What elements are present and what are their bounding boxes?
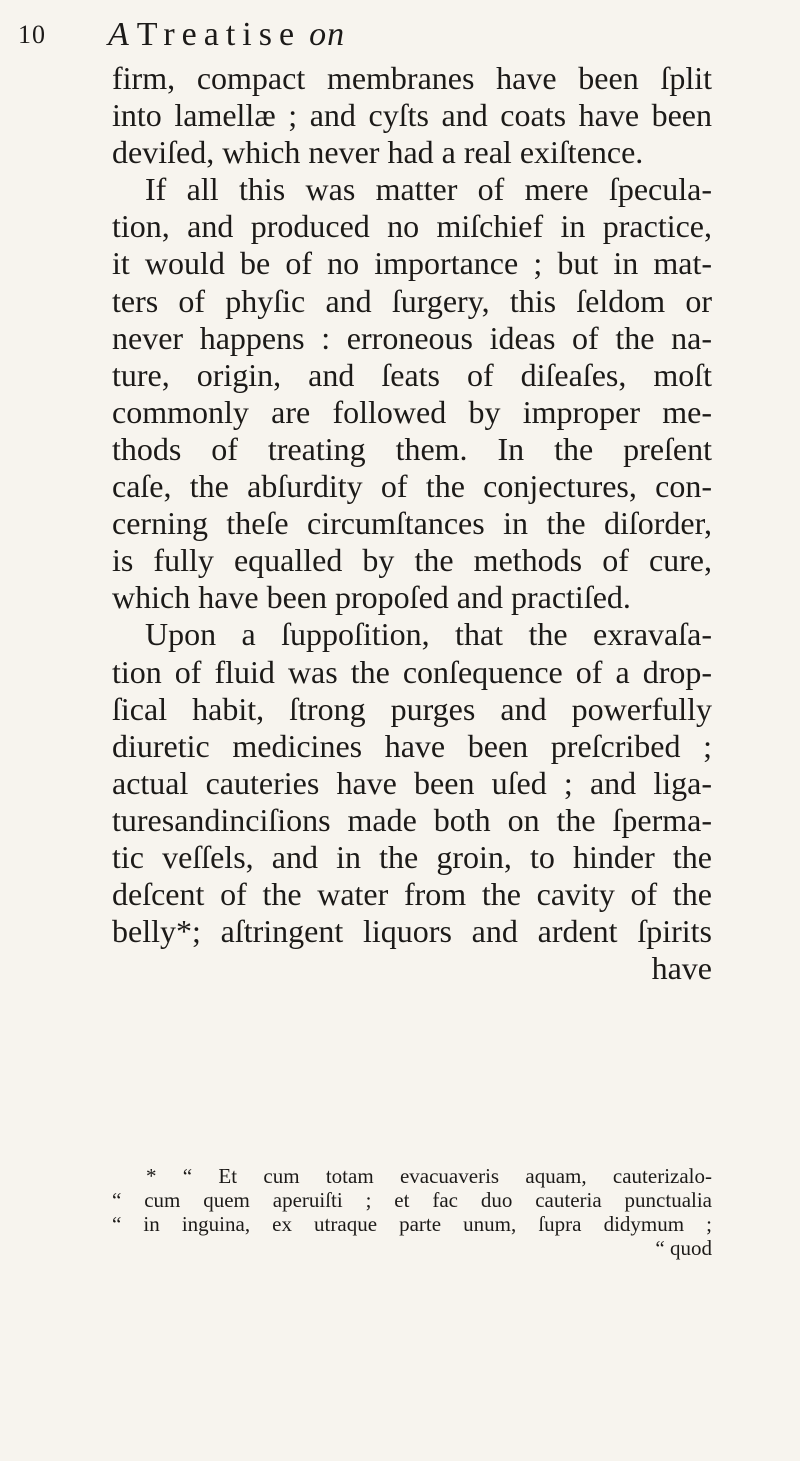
text-line: into lamellæ ; and cyſts and coats have been xyxy=(112,97,712,134)
text-line: cerning theſe circumſtances in the diſorder, xyxy=(112,505,712,542)
running-title-article: A xyxy=(108,16,131,53)
running-head xyxy=(18,16,638,60)
text-line: is fully equalled by the methods of cure, xyxy=(112,542,712,579)
text-line: never happens : erroneous ideas of the na- xyxy=(112,319,712,356)
text-line: firm, compact membranes have been ſplit xyxy=(112,60,712,96)
text-line: tic veſſels, and in the groin, to hinder the xyxy=(112,838,712,875)
text-line: commonly are followed by improper me- xyxy=(112,393,712,430)
text-line: which have been propoſed and practiſed. xyxy=(112,579,631,616)
text-line: ture, origin, and ſeats of diſeaſes, moſt xyxy=(112,356,712,393)
text-line: belly*; aſtringent liquors and ardent ſpirits xyxy=(112,913,712,950)
footnote xyxy=(112,1164,712,1260)
text-line: deſcent of the water from the cavity of the xyxy=(112,876,712,913)
footnote-line: “ in inguina, ex utraque parte unum, ſupra didymum ; xyxy=(112,1212,712,1236)
text-line: deviſed, which never had a real exiſtence. xyxy=(112,134,644,171)
text-line: ſical habit, ſtrong purges and powerfully xyxy=(112,690,712,727)
running-title-preposition: on xyxy=(309,16,346,53)
text-line: ters of phyſic and ſurgery, this ſeldom or xyxy=(112,282,712,319)
page-number: 10 xyxy=(18,20,46,49)
text-line: tion of fluid was the conſequence of a drop- xyxy=(112,653,712,690)
text-line: caſe, the abſurdity of the conjectures, con- xyxy=(112,468,712,505)
catchword: have xyxy=(651,950,712,987)
text-line: turesandinciſions made both on the ſperma- xyxy=(112,801,712,838)
running-title-word: Treatise xyxy=(136,16,302,53)
footnote-line: “ cum quem aperuiſti ; et fac duo cauteria punctualia xyxy=(112,1188,712,1212)
footnote-line: * “ Et cum totam evacuaveris aquam, cauterizalo- xyxy=(146,1164,712,1188)
text-line: If all this was matter of mere ſpecula- xyxy=(145,171,712,208)
text-line: it would be of no importance ; but in mat- xyxy=(112,245,712,282)
running-title xyxy=(108,16,345,54)
text-line: Upon a ſuppoſition, that the exravaſa- xyxy=(145,616,712,653)
text-line: thods of treating them. In the preſent xyxy=(112,430,712,467)
text-line: diuretic medicines have been preſcribed ; xyxy=(112,727,712,764)
body-text xyxy=(112,60,712,987)
text-line: actual cauteries have been uſed ; and liga- xyxy=(112,764,712,801)
text-line: tion, and produced no miſchief in practice, xyxy=(112,208,712,245)
footnote-catchword: “ quod xyxy=(655,1236,712,1260)
